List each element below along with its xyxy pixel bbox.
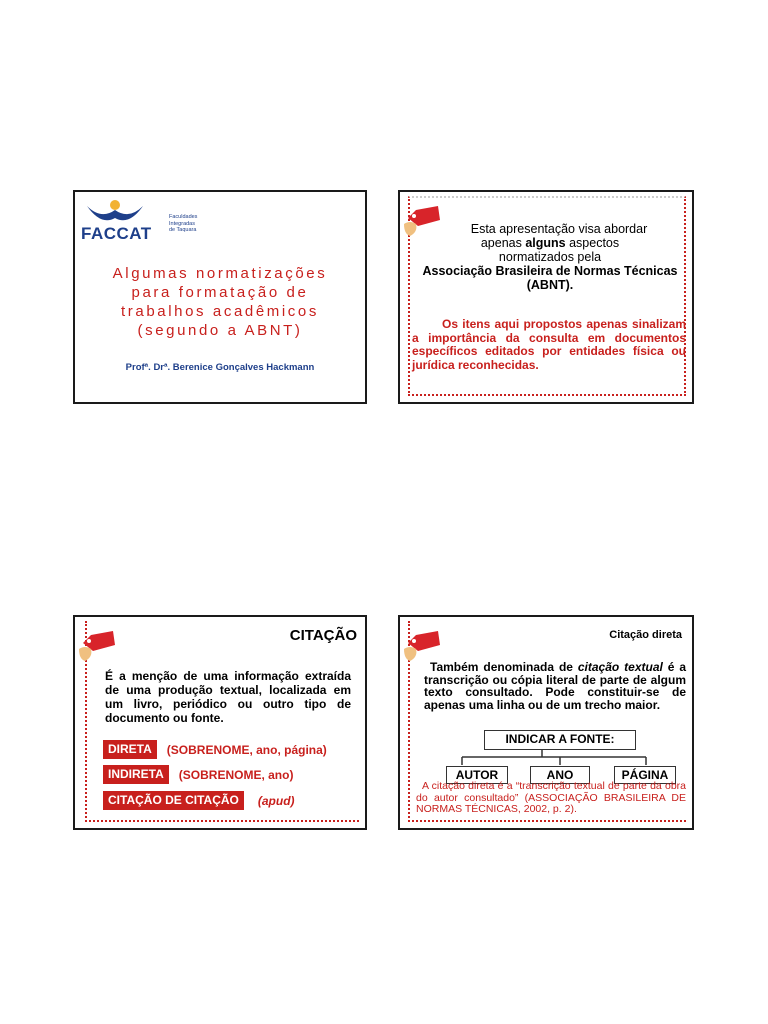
citation-type-label: INDIRETA — [103, 765, 169, 784]
citation-type-row — [103, 765, 293, 784]
abnt-quote: A citação direta é a “transcrição textual de parte da obra do autor consultado” (ASSOCIAÇÃO BRASILEIRA DE NORMAS TÉCNICAS, 2002, p. 2). — [416, 780, 686, 815]
tag-in-hand-icon — [77, 623, 117, 663]
intro-text: Esta apresentação visa abordar apenas alguns aspectos normatizados pela Associação Brasileira de Normas Técnicas (ABNT). — [422, 222, 678, 292]
slide-citacao-direta — [398, 615, 694, 830]
indicate-source-box: INDICAR A FONTE: — [484, 730, 636, 750]
slide-heading: Citação direta — [609, 629, 682, 641]
slide-title — [73, 190, 367, 404]
logo-subtitle: Faculdades Integradas de Taquara — [169, 214, 198, 233]
slide-intro — [398, 190, 694, 404]
citation-type-format: (SOBRENOME, ano) — [178, 767, 294, 782]
presentation-title: Algumas normatizações para formatação de trabalhos acadêmicos (segundo a ABNT) — [112, 265, 328, 339]
citation-type-format: (apud) — [257, 793, 295, 808]
slide-citacao — [73, 615, 367, 830]
citation-type-row — [103, 740, 327, 759]
page-box: PÁGINA — [614, 766, 676, 784]
citation-type-label: CITAÇÃO DE CITAÇÃO — [103, 791, 244, 810]
importance-note: Os itens aqui propostos apenas sinalizam a importância da consulta em documentos específicos editados por entidades física ou jurídica reconhecidas. — [412, 317, 686, 372]
year-box: ANO — [530, 766, 590, 784]
slide-heading: CITAÇÃO — [289, 627, 357, 644]
direct-citation-description: Também denominada de citação textual é a transcrição ou cópia literal de parte de algum texto consultado. Pode constituir-se de apenas uma linha ou de um trecho maior. — [424, 660, 686, 712]
author-box: AUTOR — [446, 766, 508, 784]
logo-wordmark: FACCAT — [81, 224, 152, 243]
citation-type-label: DIRETA — [103, 740, 157, 759]
citation-type-row — [103, 791, 295, 810]
faccat-logo — [79, 198, 209, 242]
author-name: Profª. Drª. Berenice Gonçalves Hackmann — [125, 362, 315, 373]
citation-type-format: (SOBRENOME, ano, página) — [166, 742, 327, 757]
faccat-emblem-icon — [85, 198, 145, 226]
citation-definition: É a menção de uma informação extraída de uma produção textual, localizada em um livro, periódico ou outro tipo de documento ou fonte. — [105, 669, 351, 725]
